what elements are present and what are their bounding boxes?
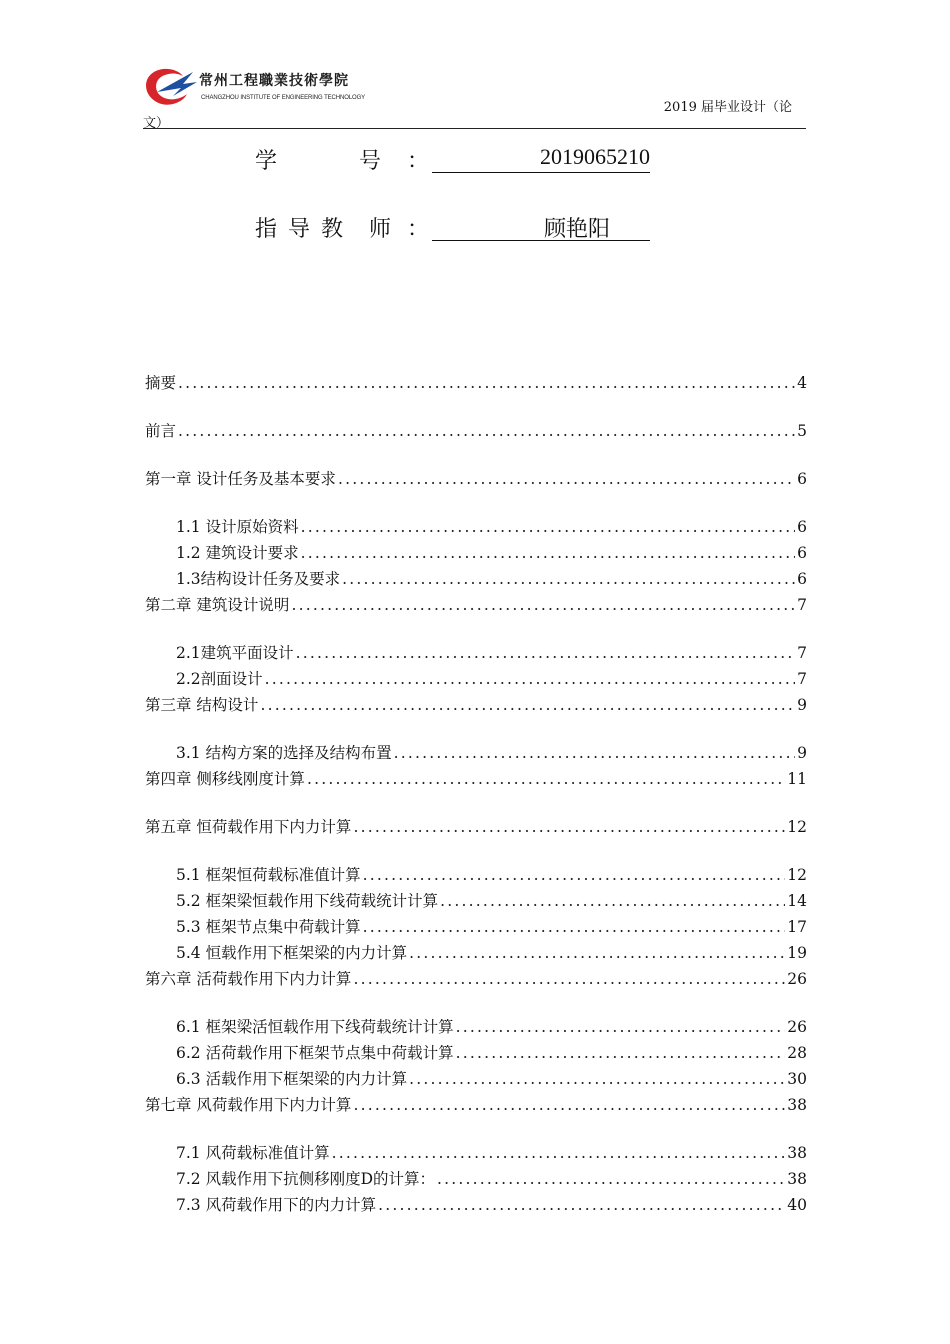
toc-leader <box>342 568 795 590</box>
toc-entry-title: 前言 <box>145 422 177 440</box>
school-name-cn: 常州工程職業技術學院 <box>199 73 349 89</box>
toc-leader <box>409 1068 785 1090</box>
toc-entry-title: 第五章 恒荷载作用下内力计算 <box>145 818 352 836</box>
header-title: 2019 届毕业设计（论 <box>663 100 792 115</box>
school-name-en: CHANGZHOU INSTITUTE OF ENGINEERING TECHNOLOGY <box>201 95 366 101</box>
toc-entry-page: 6 <box>797 518 807 536</box>
toc-entry-title: 第二章 建筑设计说明 <box>145 596 290 614</box>
toc-entry[interactable] <box>176 864 807 886</box>
toc-entry[interactable] <box>145 816 807 838</box>
student-id-value: 2019065210 <box>432 144 650 173</box>
toc-entry-title: 7.1 风荷载标准值计算 <box>176 1144 330 1162</box>
toc-entry[interactable] <box>145 694 807 716</box>
toc-entry-title: 5.2 框架梁恒载作用下线荷载统计计算 <box>176 892 439 910</box>
toc-entry[interactable] <box>176 742 807 764</box>
toc-entry-page: 12 <box>787 818 807 836</box>
toc-entry[interactable] <box>176 1042 807 1064</box>
toc-entry[interactable] <box>176 668 807 690</box>
toc-entry[interactable] <box>176 890 807 912</box>
toc-entry-title: 第七章 风荷载作用下内力计算 <box>145 1096 352 1114</box>
toc-entry-title: 6.2 活荷载作用下框架节点集中荷载计算 <box>176 1044 454 1062</box>
toc-entry-page: 26 <box>787 1018 807 1036</box>
toc-entry-title: 7.3 风荷载作用下的内力计算 <box>176 1196 377 1214</box>
toc-leader <box>440 890 785 912</box>
toc-entry[interactable] <box>145 968 807 990</box>
toc-entry[interactable] <box>176 568 807 590</box>
toc-entry[interactable] <box>145 420 807 442</box>
toc-leader <box>332 1142 786 1164</box>
toc-entry-page: 7 <box>797 596 807 614</box>
toc-entry-page: 9 <box>797 744 807 762</box>
toc-leader <box>296 642 795 664</box>
toc-entry-title: 第四章 侧移线刚度计算 <box>145 770 305 788</box>
toc-entry[interactable] <box>176 1194 807 1216</box>
toc-entry[interactable] <box>145 594 807 616</box>
toc-entry-title: 1.1 设计原始资料 <box>176 518 299 536</box>
toc-entry-page: 38 <box>787 1096 807 1114</box>
toc-entry[interactable] <box>176 542 807 564</box>
toc-leader <box>338 468 795 490</box>
toc-entry-page: 17 <box>787 918 807 936</box>
toc-leader <box>353 968 785 990</box>
header-title-continued: 文） <box>143 116 170 131</box>
toc-entry-title: 6.3 活载作用下框架梁的内力计算 <box>176 1070 408 1088</box>
toc-entry-title: 5.4 恒载作用下框架梁的内力计算 <box>176 944 408 962</box>
toc-entry-page: 19 <box>787 944 807 962</box>
toc-leader <box>363 916 786 938</box>
toc-leader <box>301 542 796 564</box>
toc-leader <box>260 694 795 716</box>
toc-entry-title: 1.2 建筑设计要求 <box>176 544 299 562</box>
school-logo <box>143 66 373 112</box>
toc-entry-page: 12 <box>787 866 807 884</box>
toc-entry-page: 30 <box>787 1070 807 1088</box>
toc-leader <box>456 1042 786 1064</box>
advisor-value: 顾艳阳 <box>432 212 650 241</box>
toc-entry-page: 26 <box>787 970 807 988</box>
toc-entry-title: 2.1建筑平面设计 <box>176 644 294 662</box>
toc-entry-page: 4 <box>797 374 807 392</box>
toc-entry[interactable] <box>176 642 807 664</box>
toc-entry-title: 2.2剖面设计 <box>176 670 263 688</box>
toc-entry-page: 7 <box>797 670 807 688</box>
toc-entry[interactable] <box>176 916 807 938</box>
toc-entry-title: 6.1 框架梁活恒载作用下线荷载统计计算 <box>176 1018 454 1036</box>
toc-entry-page: 5 <box>797 422 807 440</box>
toc-leader <box>353 816 785 838</box>
toc-leader <box>409 942 785 964</box>
toc-entry-page: 28 <box>787 1044 807 1062</box>
toc-entry[interactable] <box>176 1168 807 1190</box>
toc-entry-page: 11 <box>787 770 807 788</box>
toc-entry[interactable] <box>176 516 807 538</box>
advisor-label: 指 导 教 师 <box>255 217 393 242</box>
toc-entry[interactable] <box>145 768 807 790</box>
toc-leader <box>437 1168 785 1190</box>
toc-entry[interactable] <box>176 942 807 964</box>
toc-entry[interactable] <box>176 1068 807 1090</box>
toc-entry-title: 3.1 结构方案的选择及结构布置 <box>176 744 392 762</box>
toc-entry-title: 摘要 <box>145 374 177 392</box>
student-id-label: 学 号 <box>255 149 386 174</box>
toc-entry-title: 1.3结构设计任务及要求 <box>176 570 341 588</box>
toc-entry-title: 第六章 活荷载作用下内力计算 <box>145 970 352 988</box>
toc-entry[interactable] <box>145 468 807 490</box>
toc-leader <box>394 742 796 764</box>
toc-leader <box>291 594 795 616</box>
toc-leader <box>456 1016 786 1038</box>
toc-entry-page: 6 <box>797 570 807 588</box>
toc-entry-page: 38 <box>787 1144 807 1162</box>
toc-entry-page: 14 <box>787 892 807 910</box>
toc-entry-title: 7.2 风载作用下抗侧移刚度D的计算： <box>176 1170 436 1188</box>
school-emblem-icon <box>143 66 199 112</box>
toc-leader <box>307 768 785 790</box>
toc-leader <box>265 668 795 690</box>
toc-entry-title: 第一章 设计任务及基本要求 <box>145 470 336 488</box>
toc-entry-page: 40 <box>787 1196 807 1214</box>
toc-entry-page: 38 <box>787 1170 807 1188</box>
toc-leader <box>353 1094 785 1116</box>
toc-leader <box>178 372 795 394</box>
toc-entry-page: 6 <box>797 544 807 562</box>
toc-entry[interactable] <box>145 372 807 394</box>
toc-entry-title: 第三章 结构设计 <box>145 696 259 714</box>
toc-entry-title: 5.1 框架恒荷载标准值计算 <box>176 866 361 884</box>
toc-leader <box>301 516 796 538</box>
toc-entry-page: 9 <box>797 696 807 714</box>
student-id-colon: ： <box>407 149 430 174</box>
toc-leader <box>178 420 795 442</box>
toc-leader <box>363 864 786 886</box>
toc-entry-page: 6 <box>797 470 807 488</box>
toc-entry-page: 7 <box>797 644 807 662</box>
header-divider <box>143 128 806 129</box>
toc-entry[interactable] <box>145 1094 807 1116</box>
toc-leader <box>378 1194 785 1216</box>
toc-entry[interactable] <box>176 1016 807 1038</box>
toc-entry-title: 5.3 框架节点集中荷载计算 <box>176 918 361 936</box>
advisor-colon: ： <box>407 217 430 242</box>
toc-entry[interactable] <box>176 1142 807 1164</box>
